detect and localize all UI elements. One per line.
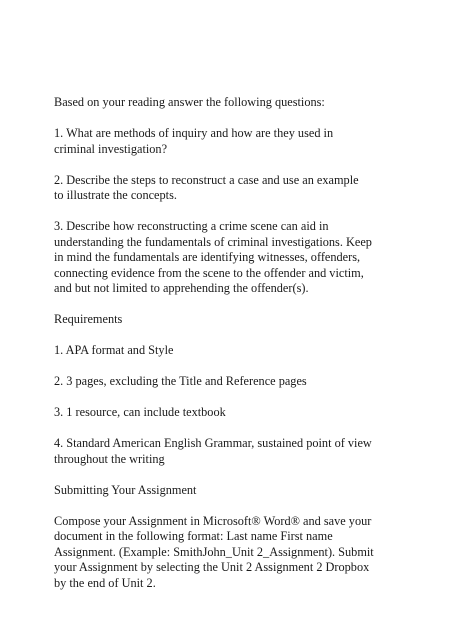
intro-paragraph: Based on your reading answer the following questions:	[54, 95, 325, 109]
submitting-paragraph: Compose your Assignment in Microsoft® Word® and save your document in the following format: Last name First name Assignment. (Example: SmithJohn_Unit 2_Assignment). Submit your Assignment by selecting the Unit 2 Assignment 2 Dropbox by the end of Unit 2.	[54, 513, 374, 590]
question-2: 2. Describe the steps to reconstruct a case and use an example to illustrate the concepts.	[54, 172, 359, 202]
requirement-4: 4. Standard American English Grammar, sustained point of view throughout the writing	[54, 436, 372, 466]
submitting-heading: Submitting Your Assignment	[54, 482, 197, 497]
document-body	[54, 95, 406, 607]
question-1: 1. What are methods of inquiry and how are they used in criminal investigation?	[54, 126, 334, 156]
requirements-heading: Requirements	[54, 312, 123, 326]
requirement-3: 3. 1 resource, can include textbook	[54, 405, 226, 419]
requirement-2: 2. 3 pages, excluding the Title and Reference pages	[54, 374, 307, 388]
requirement-1: 1. APA format and Style	[54, 343, 174, 357]
question-3: 3. Describe how reconstructing a crime scene can aid in understanding the fundamentals of criminal investigations. Keep in mind the fundamentals are identifying witnesses, offenders, connecting evidence from the scene to the offender and victim, and but not limited to apprehending the offender(s).	[54, 219, 372, 295]
